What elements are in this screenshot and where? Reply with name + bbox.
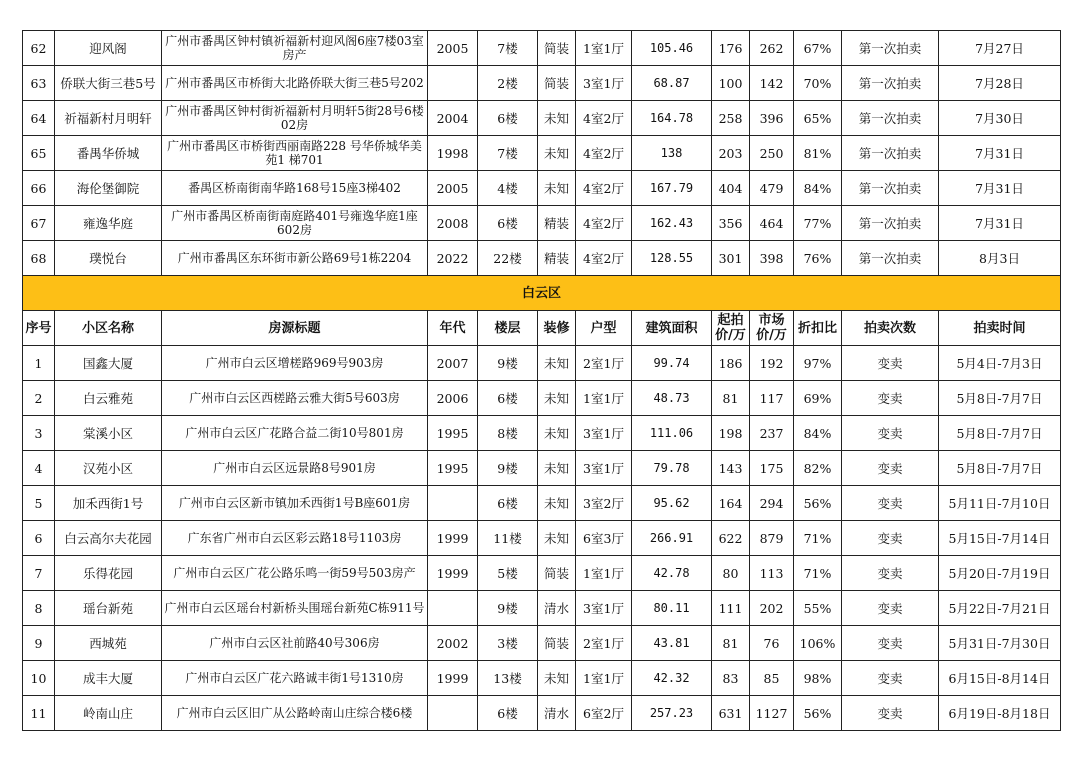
table-row xyxy=(23,31,1061,66)
community-cell: 瑶台新苑 xyxy=(55,591,162,626)
table-row xyxy=(23,451,1061,486)
address-cell: 广州市白云区广花路合益二街10号801房 xyxy=(162,416,428,451)
start-price-cell: 81 xyxy=(712,381,750,416)
table-row xyxy=(23,171,1061,206)
auction-round-cell: 变卖 xyxy=(842,486,939,521)
seq-cell: 67 xyxy=(23,206,55,241)
baiyun-rows xyxy=(23,346,1061,731)
community-cell: 白云雅苑 xyxy=(55,381,162,416)
table-row xyxy=(23,66,1061,101)
column-header: 年代 xyxy=(428,311,478,346)
auction-listing-sheet xyxy=(22,30,1061,731)
area-cell: 43.81 xyxy=(632,626,712,661)
community-cell: 迎风阁 xyxy=(55,31,162,66)
year-cell: 2007 xyxy=(428,346,478,381)
area-cell: 164.78 xyxy=(632,101,712,136)
year-cell xyxy=(428,486,478,521)
year-cell: 1999 xyxy=(428,661,478,696)
floor-cell: 8楼 xyxy=(478,416,538,451)
auction-round-cell: 第一次拍卖 xyxy=(842,136,939,171)
table-row xyxy=(23,626,1061,661)
layout-cell: 2室1厅 xyxy=(576,626,632,661)
start-price-cell: 143 xyxy=(712,451,750,486)
column-header: 房源标题 xyxy=(162,311,428,346)
discount-cell: 76% xyxy=(794,241,842,276)
auction-round-cell: 第一次拍卖 xyxy=(842,206,939,241)
auction-round-cell: 第一次拍卖 xyxy=(842,171,939,206)
floor-cell: 3楼 xyxy=(478,626,538,661)
auction-date-cell: 5月8日-7月7日 xyxy=(939,381,1061,416)
layout-cell: 4室2厅 xyxy=(576,206,632,241)
year-cell: 1999 xyxy=(428,521,478,556)
auction-date-cell: 8月3日 xyxy=(939,241,1061,276)
market-price-cell: 398 xyxy=(750,241,794,276)
layout-cell: 6室2厅 xyxy=(576,696,632,731)
year-cell xyxy=(428,66,478,101)
address-cell: 广东省广州市白云区彩云路18号1103房 xyxy=(162,521,428,556)
column-header: 市场价/万 xyxy=(750,311,794,346)
layout-cell: 1室1厅 xyxy=(576,31,632,66)
market-price-cell: 117 xyxy=(750,381,794,416)
start-price-cell: 81 xyxy=(712,626,750,661)
community-cell: 璞悦台 xyxy=(55,241,162,276)
community-cell: 白云高尔夫花园 xyxy=(55,521,162,556)
discount-cell: 84% xyxy=(794,416,842,451)
decoration-cell: 未知 xyxy=(538,101,576,136)
seq-cell: 63 xyxy=(23,66,55,101)
table-row xyxy=(23,661,1061,696)
auction-date-cell: 5月22日-7月21日 xyxy=(939,591,1061,626)
market-price-cell: 479 xyxy=(750,171,794,206)
market-price-cell: 262 xyxy=(750,31,794,66)
floor-cell: 6楼 xyxy=(478,381,538,416)
seq-cell: 68 xyxy=(23,241,55,276)
market-price-cell: 76 xyxy=(750,626,794,661)
discount-cell: 56% xyxy=(794,486,842,521)
auction-date-cell: 6月15日-8月14日 xyxy=(939,661,1061,696)
address-cell: 广州市番禺区钟村街祈福新村月明轩5街28号6楼02房 xyxy=(162,101,428,136)
discount-cell: 67% xyxy=(794,31,842,66)
seq-cell: 1 xyxy=(23,346,55,381)
layout-cell: 2室1厅 xyxy=(576,346,632,381)
floor-cell: 2楼 xyxy=(478,66,538,101)
address-cell: 广州市白云区广花公路乐鸣一街59号503房产 xyxy=(162,556,428,591)
start-price-cell: 176 xyxy=(712,31,750,66)
column-header: 建筑面积 xyxy=(632,311,712,346)
address-cell: 广州市番禺区桥南街南庭路401号雍逸华庭1座602房 xyxy=(162,206,428,241)
decoration-cell: 未知 xyxy=(538,136,576,171)
year-cell: 1999 xyxy=(428,556,478,591)
auction-date-cell: 7月27日 xyxy=(939,31,1061,66)
auction-date-cell: 7月31日 xyxy=(939,206,1061,241)
table-row xyxy=(23,241,1061,276)
start-price-cell: 83 xyxy=(712,661,750,696)
area-cell: 138 xyxy=(632,136,712,171)
decoration-cell: 清水 xyxy=(538,696,576,731)
auction-date-cell: 5月4日-7月3日 xyxy=(939,346,1061,381)
layout-cell: 4室2厅 xyxy=(576,171,632,206)
auction-table xyxy=(22,30,1061,731)
discount-cell: 81% xyxy=(794,136,842,171)
auction-date-cell: 5月8日-7月7日 xyxy=(939,416,1061,451)
decoration-cell: 未知 xyxy=(538,381,576,416)
community-cell: 乐得花园 xyxy=(55,556,162,591)
address-cell: 广州市白云区广花六路诚丰街1号1310房 xyxy=(162,661,428,696)
auction-date-cell: 5月20日-7月19日 xyxy=(939,556,1061,591)
floor-cell: 6楼 xyxy=(478,486,538,521)
discount-cell: 65% xyxy=(794,101,842,136)
column-header: 户型 xyxy=(576,311,632,346)
discount-cell: 69% xyxy=(794,381,842,416)
start-price-cell: 111 xyxy=(712,591,750,626)
market-price-cell: 113 xyxy=(750,556,794,591)
decoration-cell: 清水 xyxy=(538,591,576,626)
area-cell: 162.43 xyxy=(632,206,712,241)
community-cell: 国鑫大厦 xyxy=(55,346,162,381)
market-price-cell: 879 xyxy=(750,521,794,556)
auction-round-cell: 变卖 xyxy=(842,591,939,626)
address-cell: 广州市番禺区市桥街大北路侨联大街三巷5号202 xyxy=(162,66,428,101)
community-cell: 西城苑 xyxy=(55,626,162,661)
start-price-cell: 203 xyxy=(712,136,750,171)
auction-date-cell: 7月31日 xyxy=(939,136,1061,171)
floor-cell: 9楼 xyxy=(478,346,538,381)
floor-cell: 6楼 xyxy=(478,696,538,731)
layout-cell: 3室1厅 xyxy=(576,66,632,101)
market-price-cell: 464 xyxy=(750,206,794,241)
layout-cell: 3室1厅 xyxy=(576,591,632,626)
community-cell: 祈福新村月明轩 xyxy=(55,101,162,136)
start-price-cell: 186 xyxy=(712,346,750,381)
decoration-cell: 精装 xyxy=(538,206,576,241)
layout-cell: 3室1厅 xyxy=(576,416,632,451)
year-cell: 2004 xyxy=(428,101,478,136)
floor-cell: 6楼 xyxy=(478,206,538,241)
seq-cell: 4 xyxy=(23,451,55,486)
area-cell: 79.78 xyxy=(632,451,712,486)
area-cell: 257.23 xyxy=(632,696,712,731)
auction-date-cell: 5月11日-7月10日 xyxy=(939,486,1061,521)
table-row xyxy=(23,696,1061,731)
community-cell: 海伦堡御院 xyxy=(55,171,162,206)
seq-cell: 5 xyxy=(23,486,55,521)
area-cell: 105.46 xyxy=(632,31,712,66)
table-row xyxy=(23,101,1061,136)
auction-round-cell: 变卖 xyxy=(842,381,939,416)
community-cell: 雍逸华庭 xyxy=(55,206,162,241)
column-header: 小区名称 xyxy=(55,311,162,346)
start-price-cell: 198 xyxy=(712,416,750,451)
decoration-cell: 简装 xyxy=(538,556,576,591)
seq-cell: 7 xyxy=(23,556,55,591)
market-price-cell: 396 xyxy=(750,101,794,136)
layout-cell: 6室3厅 xyxy=(576,521,632,556)
area-cell: 48.73 xyxy=(632,381,712,416)
auction-round-cell: 变卖 xyxy=(842,626,939,661)
community-cell: 侨联大街三巷5号 xyxy=(55,66,162,101)
discount-cell: 77% xyxy=(794,206,842,241)
address-cell: 广州市番禺区市桥街西丽南路228 号华侨城华美苑1 梯701 xyxy=(162,136,428,171)
layout-cell: 3室2厅 xyxy=(576,486,632,521)
year-cell: 2022 xyxy=(428,241,478,276)
seq-cell: 9 xyxy=(23,626,55,661)
discount-cell: 55% xyxy=(794,591,842,626)
decoration-cell: 简装 xyxy=(538,31,576,66)
address-cell: 广州市白云区增槎路969号903房 xyxy=(162,346,428,381)
market-price-cell: 85 xyxy=(750,661,794,696)
area-cell: 111.06 xyxy=(632,416,712,451)
year-cell: 1995 xyxy=(428,451,478,486)
decoration-cell: 未知 xyxy=(538,416,576,451)
floor-cell: 9楼 xyxy=(478,451,538,486)
address-cell: 广州市白云区新市镇加禾西街1号B座601房 xyxy=(162,486,428,521)
year-cell: 2008 xyxy=(428,206,478,241)
address-cell: 广州市白云区瑶台村新桥头围瑶台新苑C栋911号 xyxy=(162,591,428,626)
year-cell: 2006 xyxy=(428,381,478,416)
table-row xyxy=(23,381,1061,416)
year-cell: 2005 xyxy=(428,31,478,66)
start-price-cell: 356 xyxy=(712,206,750,241)
start-price-cell: 100 xyxy=(712,66,750,101)
address-cell: 广州市白云区社前路40号306房 xyxy=(162,626,428,661)
panyu-rows xyxy=(23,31,1061,276)
address-cell: 广州市白云区西槎路云雅大街5号603房 xyxy=(162,381,428,416)
auction-date-cell: 6月19日-8月18日 xyxy=(939,696,1061,731)
discount-cell: 71% xyxy=(794,521,842,556)
column-headers xyxy=(23,311,1061,346)
auction-round-cell: 变卖 xyxy=(842,346,939,381)
column-header: 折扣比 xyxy=(794,311,842,346)
auction-round-cell: 第一次拍卖 xyxy=(842,31,939,66)
start-price-cell: 164 xyxy=(712,486,750,521)
address-cell: 广州市白云区旧广从公路岭南山庄综合楼6楼 xyxy=(162,696,428,731)
decoration-cell: 未知 xyxy=(538,486,576,521)
floor-cell: 4楼 xyxy=(478,171,538,206)
floor-cell: 5楼 xyxy=(478,556,538,591)
market-price-cell: 237 xyxy=(750,416,794,451)
auction-date-cell: 5月15日-7月14日 xyxy=(939,521,1061,556)
discount-cell: 106% xyxy=(794,626,842,661)
market-price-cell: 202 xyxy=(750,591,794,626)
seq-cell: 8 xyxy=(23,591,55,626)
area-cell: 95.62 xyxy=(632,486,712,521)
start-price-cell: 631 xyxy=(712,696,750,731)
area-cell: 99.74 xyxy=(632,346,712,381)
table-row xyxy=(23,486,1061,521)
community-cell: 汉苑小区 xyxy=(55,451,162,486)
market-price-cell: 142 xyxy=(750,66,794,101)
seq-cell: 64 xyxy=(23,101,55,136)
discount-cell: 98% xyxy=(794,661,842,696)
address-cell: 番禺区桥南街南华路168号15座3梯402 xyxy=(162,171,428,206)
community-cell: 棠溪小区 xyxy=(55,416,162,451)
section-title-baiyun: 白云区 xyxy=(23,276,1061,311)
seq-cell: 65 xyxy=(23,136,55,171)
start-price-cell: 258 xyxy=(712,101,750,136)
decoration-cell: 简装 xyxy=(538,66,576,101)
auction-date-cell: 7月31日 xyxy=(939,171,1061,206)
column-header: 起拍价/万 xyxy=(712,311,750,346)
decoration-cell: 未知 xyxy=(538,521,576,556)
community-cell: 成丰大厦 xyxy=(55,661,162,696)
table-row xyxy=(23,416,1061,451)
discount-cell: 97% xyxy=(794,346,842,381)
start-price-cell: 622 xyxy=(712,521,750,556)
discount-cell: 71% xyxy=(794,556,842,591)
year-cell: 1998 xyxy=(428,136,478,171)
area-cell: 128.55 xyxy=(632,241,712,276)
auction-date-cell: 7月28日 xyxy=(939,66,1061,101)
layout-cell: 4室2厅 xyxy=(576,101,632,136)
decoration-cell: 精装 xyxy=(538,241,576,276)
table-row xyxy=(23,346,1061,381)
seq-cell: 66 xyxy=(23,171,55,206)
area-cell: 68.87 xyxy=(632,66,712,101)
decoration-cell: 未知 xyxy=(538,451,576,486)
seq-cell: 3 xyxy=(23,416,55,451)
layout-cell: 3室1厅 xyxy=(576,451,632,486)
floor-cell: 9楼 xyxy=(478,591,538,626)
auction-round-cell: 变卖 xyxy=(842,416,939,451)
address-cell: 广州市番禺区东环街市新公路69号1栋2204 xyxy=(162,241,428,276)
layout-cell: 1室1厅 xyxy=(576,381,632,416)
market-price-cell: 250 xyxy=(750,136,794,171)
column-header: 楼层 xyxy=(478,311,538,346)
table-row xyxy=(23,556,1061,591)
header-row xyxy=(23,311,1061,346)
auction-date-cell: 5月8日-7月7日 xyxy=(939,451,1061,486)
auction-round-cell: 变卖 xyxy=(842,556,939,591)
decoration-cell: 未知 xyxy=(538,661,576,696)
community-cell: 岭南山庄 xyxy=(55,696,162,731)
auction-date-cell: 7月30日 xyxy=(939,101,1061,136)
market-price-cell: 294 xyxy=(750,486,794,521)
year-cell: 2002 xyxy=(428,626,478,661)
seq-cell: 62 xyxy=(23,31,55,66)
floor-cell: 7楼 xyxy=(478,31,538,66)
area-cell: 266.91 xyxy=(632,521,712,556)
layout-cell: 4室2厅 xyxy=(576,241,632,276)
floor-cell: 13楼 xyxy=(478,661,538,696)
auction-date-cell: 5月31日-7月30日 xyxy=(939,626,1061,661)
market-price-cell: 192 xyxy=(750,346,794,381)
area-cell: 167.79 xyxy=(632,171,712,206)
seq-cell: 11 xyxy=(23,696,55,731)
table-row xyxy=(23,521,1061,556)
layout-cell: 1室1厅 xyxy=(576,661,632,696)
decoration-cell: 简装 xyxy=(538,626,576,661)
auction-round-cell: 第一次拍卖 xyxy=(842,66,939,101)
year-cell xyxy=(428,591,478,626)
community-cell: 番禺华侨城 xyxy=(55,136,162,171)
floor-cell: 22楼 xyxy=(478,241,538,276)
floor-cell: 7楼 xyxy=(478,136,538,171)
seq-cell: 2 xyxy=(23,381,55,416)
address-cell: 广州市白云区远景路8号901房 xyxy=(162,451,428,486)
address-cell: 广州市番禺区钟村镇祈福新村迎风阁6座7楼03室房产 xyxy=(162,31,428,66)
auction-round-cell: 变卖 xyxy=(842,661,939,696)
floor-cell: 6楼 xyxy=(478,101,538,136)
auction-round-cell: 第一次拍卖 xyxy=(842,241,939,276)
start-price-cell: 301 xyxy=(712,241,750,276)
layout-cell: 1室1厅 xyxy=(576,556,632,591)
decoration-cell: 未知 xyxy=(538,346,576,381)
column-header: 序号 xyxy=(23,311,55,346)
section-band xyxy=(23,276,1061,311)
auction-round-cell: 变卖 xyxy=(842,696,939,731)
start-price-cell: 404 xyxy=(712,171,750,206)
table-row xyxy=(23,206,1061,241)
area-cell: 80.11 xyxy=(632,591,712,626)
year-cell: 1995 xyxy=(428,416,478,451)
discount-cell: 84% xyxy=(794,171,842,206)
seq-cell: 10 xyxy=(23,661,55,696)
column-header: 拍卖时间 xyxy=(939,311,1061,346)
auction-round-cell: 第一次拍卖 xyxy=(842,101,939,136)
area-cell: 42.78 xyxy=(632,556,712,591)
market-price-cell: 175 xyxy=(750,451,794,486)
decoration-cell: 未知 xyxy=(538,171,576,206)
discount-cell: 56% xyxy=(794,696,842,731)
start-price-cell: 80 xyxy=(712,556,750,591)
layout-cell: 4室2厅 xyxy=(576,136,632,171)
year-cell xyxy=(428,696,478,731)
area-cell: 42.32 xyxy=(632,661,712,696)
auction-round-cell: 变卖 xyxy=(842,451,939,486)
year-cell: 2005 xyxy=(428,171,478,206)
column-header: 装修 xyxy=(538,311,576,346)
table-row xyxy=(23,591,1061,626)
discount-cell: 70% xyxy=(794,66,842,101)
auction-round-cell: 变卖 xyxy=(842,521,939,556)
floor-cell: 11楼 xyxy=(478,521,538,556)
seq-cell: 6 xyxy=(23,521,55,556)
market-price-cell: 1127 xyxy=(750,696,794,731)
table-row xyxy=(23,136,1061,171)
community-cell: 加禾西街1号 xyxy=(55,486,162,521)
column-header: 拍卖次数 xyxy=(842,311,939,346)
discount-cell: 82% xyxy=(794,451,842,486)
